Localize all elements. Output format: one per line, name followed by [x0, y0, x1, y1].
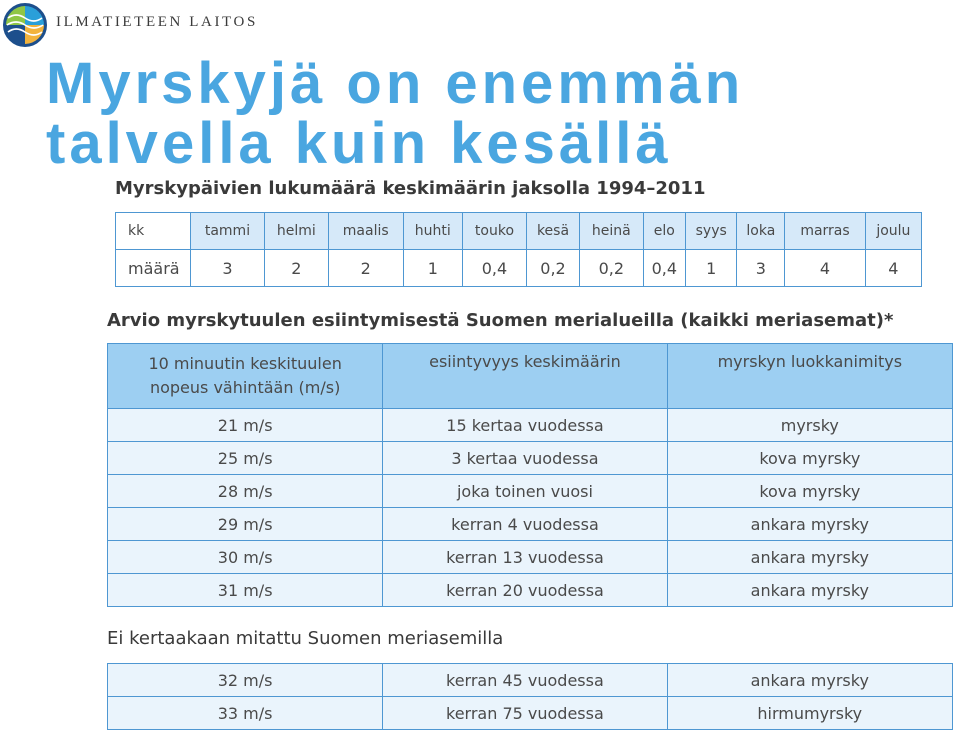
month-header: helmi	[264, 213, 328, 250]
col-header-speed-line2: nopeus vähintään (m/s)	[149, 378, 341, 397]
month-value: 0,4	[462, 250, 526, 287]
table-row	[108, 574, 953, 607]
speed-cell: 30 m/s	[108, 541, 383, 574]
month-header: elo	[643, 213, 685, 250]
storm-wind-table	[107, 343, 953, 607]
never-measured-table	[107, 663, 953, 730]
month-value: 2	[264, 250, 328, 287]
month-value: 0,2	[579, 250, 643, 287]
col-header-class: myrskyn luokkanimitys	[667, 344, 952, 409]
table-row	[108, 475, 953, 508]
class-cell: myrsky	[667, 409, 952, 442]
table3-heading: Ei kertaakaan mitattu Suomen meriasemilla	[107, 628, 504, 649]
class-cell: ankara myrsky	[667, 574, 952, 607]
month-value: 3	[737, 250, 785, 287]
month-header: marras	[785, 213, 866, 250]
table-row	[108, 664, 953, 697]
title-line-1: Myrskyjä on enemmän	[46, 51, 745, 116]
table-row	[108, 508, 953, 541]
table1-heading: Myrskypäivien lukumäärä keskimäärin jaksolla 1994–2011	[115, 178, 706, 199]
storm-days-table	[115, 212, 922, 287]
class-cell: ankara myrsky	[667, 541, 952, 574]
frequency-cell: kerran 4 vuodessa	[383, 508, 667, 541]
month-value: 1	[685, 250, 736, 287]
frequency-cell: kerran 20 vuodessa	[383, 574, 667, 607]
title-line-2: talvella kuin kesällä	[46, 111, 672, 176]
frequency-cell: kerran 13 vuodessa	[383, 541, 667, 574]
speed-cell: 21 m/s	[108, 409, 383, 442]
table-row	[108, 541, 953, 574]
month-value: 3	[191, 250, 265, 287]
month-header: kesä	[527, 213, 580, 250]
speed-cell: 32 m/s	[108, 664, 383, 697]
month-value: 4	[785, 250, 866, 287]
col-header-speed-line1: 10 minuutin keskituulen	[148, 354, 342, 373]
page-title	[46, 51, 745, 176]
fmi-logo-icon	[2, 2, 48, 48]
month-header: heinä	[579, 213, 643, 250]
frequency-cell: kerran 75 vuodessa	[383, 697, 667, 730]
value-row-label: määrä	[116, 250, 191, 287]
class-cell: kova myrsky	[667, 442, 952, 475]
month-header: huhti	[403, 213, 462, 250]
month-value: 0,2	[527, 250, 580, 287]
speed-cell: 28 m/s	[108, 475, 383, 508]
frequency-cell: kerran 45 vuodessa	[383, 664, 667, 697]
table-row	[108, 442, 953, 475]
frequency-cell: 3 kertaa vuodessa	[383, 442, 667, 475]
month-header: tammi	[191, 213, 265, 250]
table2-heading: Arvio myrskytuulen esiintymisestä Suomen merialueilla (kaikki meriasemat)*	[107, 310, 894, 331]
brand-name: ILMATIETEEN LAITOS	[56, 14, 258, 30]
month-value: 2	[328, 250, 403, 287]
table-row	[108, 697, 953, 730]
class-cell: hirmumyrsky	[667, 697, 952, 730]
speed-cell: 25 m/s	[108, 442, 383, 475]
speed-cell: 29 m/s	[108, 508, 383, 541]
col-header-frequency: esiintyvyys keskimäärin	[383, 344, 667, 409]
frequency-cell: joka toinen vuosi	[383, 475, 667, 508]
class-cell: kova myrsky	[667, 475, 952, 508]
class-cell: ankara myrsky	[667, 508, 952, 541]
speed-cell: 31 m/s	[108, 574, 383, 607]
month-header: maalis	[328, 213, 403, 250]
month-header: loka	[737, 213, 785, 250]
row-header-label: kk	[116, 213, 191, 250]
month-value: 1	[403, 250, 462, 287]
month-value: 4	[865, 250, 921, 287]
col-header-speed	[108, 344, 383, 409]
month-value: 0,4	[643, 250, 685, 287]
month-header: joulu	[865, 213, 921, 250]
month-header: touko	[462, 213, 526, 250]
month-header: syys	[685, 213, 736, 250]
table-row	[108, 409, 953, 442]
frequency-cell: 15 kertaa vuodessa	[383, 409, 667, 442]
class-cell: ankara myrsky	[667, 664, 952, 697]
speed-cell: 33 m/s	[108, 697, 383, 730]
